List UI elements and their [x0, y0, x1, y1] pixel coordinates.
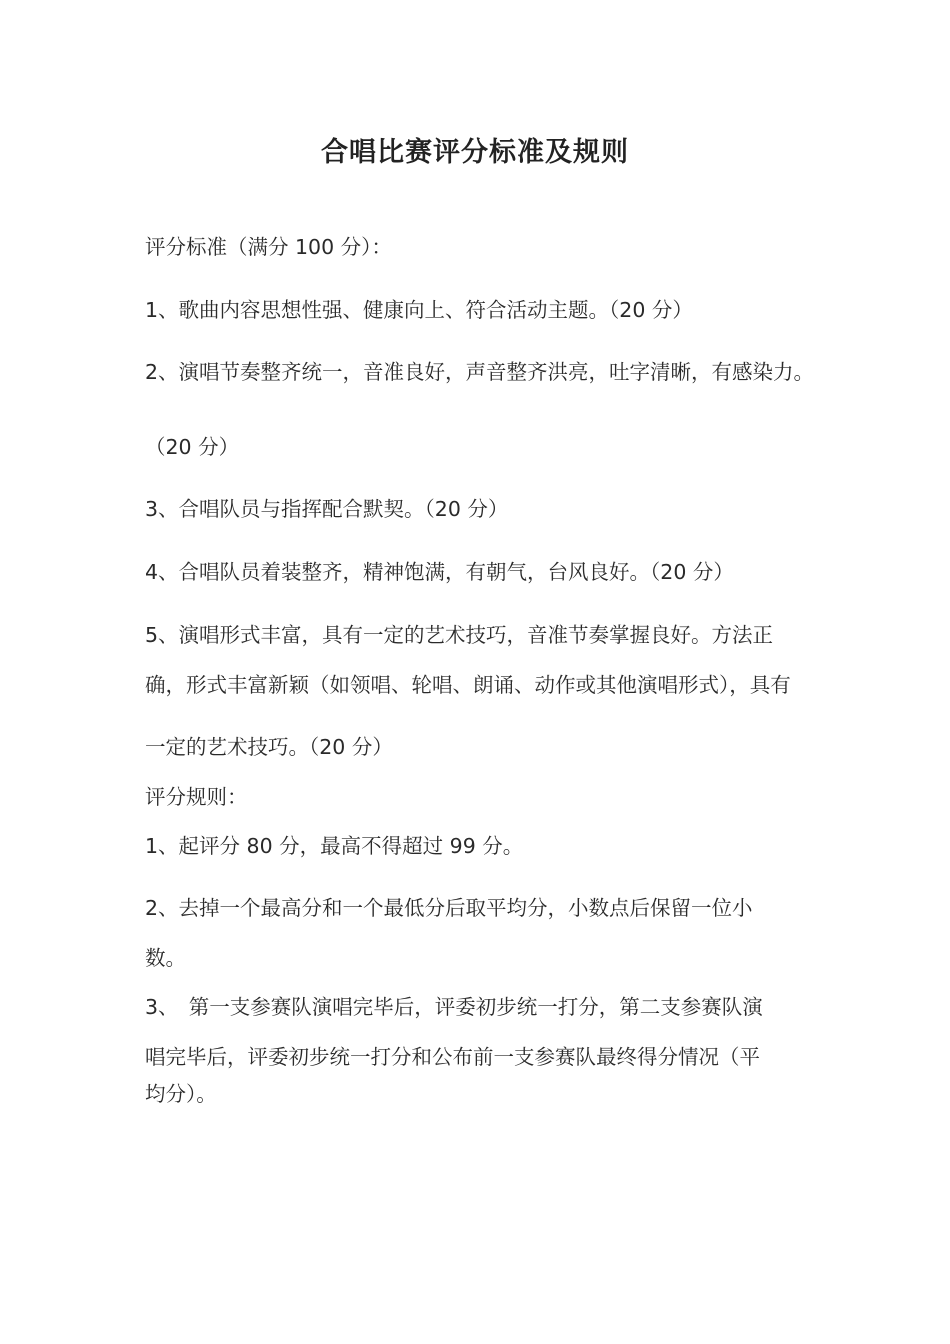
criteria-item-1: 1、歌曲内容思想性强、健康向上、符合活动主题。（20 分）: [145, 298, 693, 322]
criteria-item-2: 2、演唱节奏整齐统一，音准良好，声音整齐洪亮，吐字清晰，有感染力。: [145, 360, 815, 384]
rules-item-3-cont: 唱完毕后，评委初步统一打分和公布前一支参赛队最终得分情况（平: [145, 1045, 760, 1069]
rules-item-2: 2、去掉一个最高分和一个最低分后取平均分，小数点后保留一位小: [145, 896, 753, 920]
criteria-item-2-score: （20 分）: [145, 435, 240, 459]
criteria-item-5-cont: 确，形式丰富新颖（如领唱、轮唱、朗诵、动作或其他演唱形式），具有: [145, 673, 791, 697]
rules-item-1: 1、起评分 80 分，最高不得超过 99 分。: [145, 834, 524, 858]
rules-heading: 评分规则：: [145, 785, 248, 809]
rules-item-2-cont: 数。: [145, 946, 186, 970]
criteria-item-5: 5、演唱形式丰富，具有一定的艺术技巧，音准节奏掌握良好。方法正: [145, 623, 774, 647]
document-title: 合唱比赛评分标准及规则: [321, 137, 629, 168]
criteria-item-4: 4、合唱队员着装整齐，精神饱满，有朝气，台风良好。（20 分）: [145, 560, 734, 584]
criteria-heading: 评分标准（满分 100 分）：: [145, 235, 392, 259]
rules-item-3: 3、 第一支参赛队演唱完毕后，评委初步统一打分，第二支参赛队演: [145, 995, 763, 1019]
criteria-item-3: 3、合唱队员与指挥配合默契。（20 分）: [145, 497, 509, 521]
criteria-item-5-score: 一定的艺术技巧。（20 分）: [145, 735, 393, 759]
rules-item-3-end: 均分）。: [145, 1082, 217, 1106]
